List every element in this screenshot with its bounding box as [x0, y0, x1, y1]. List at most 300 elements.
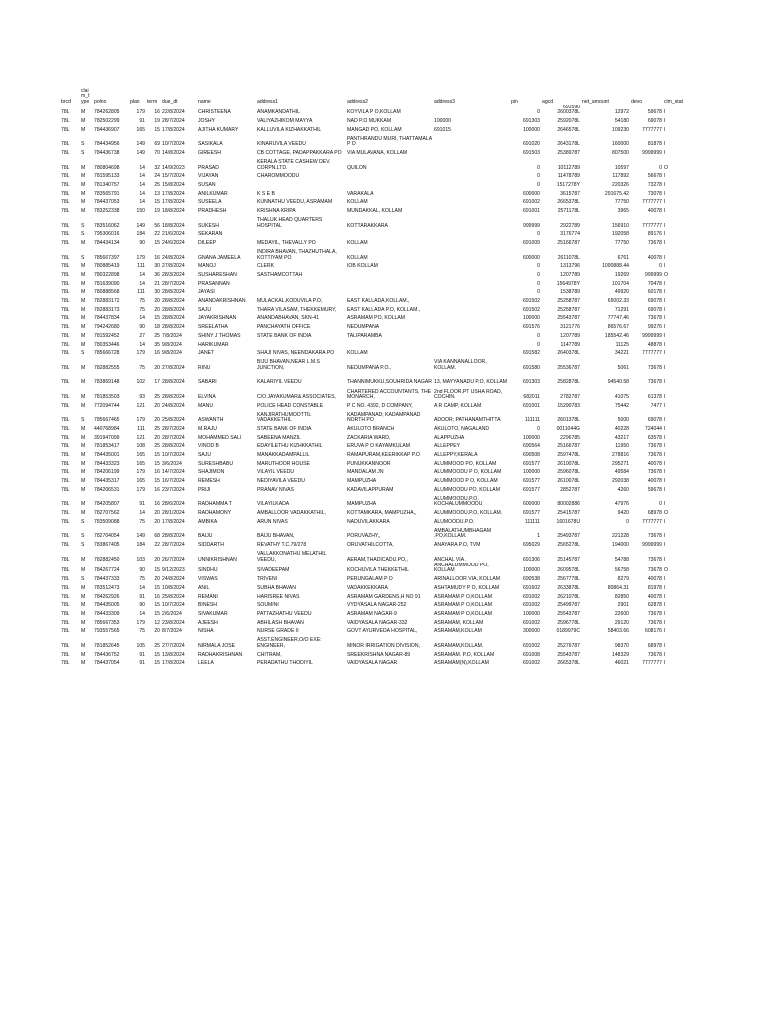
- cell-address1[interactable]: VILAYILKADA: [257, 501, 290, 508]
- cell-term[interactable]: 25: [154, 425, 160, 432]
- cell-name[interactable]: JOSHY: [198, 118, 215, 125]
- cell-address2[interactable]: KOTTARAKKARA: [347, 222, 388, 229]
- cell-term[interactable]: 13: [154, 190, 160, 197]
- cell-net-amount[interactable]: 807500: [612, 150, 629, 157]
- cell-pin[interactable]: 100000: [523, 315, 540, 322]
- cell-address2[interactable]: GOVT AYURVEDA HOSPITAL,: [347, 628, 418, 635]
- cell-name[interactable]: AJITHA KUMARY: [198, 126, 239, 133]
- cell-due-date[interactable]: 15/8/2024: [162, 182, 185, 189]
- cell-polno[interactable]: 780888568: [94, 289, 120, 296]
- cell-name[interactable]: CHRISTEENA: [198, 109, 231, 116]
- cell-address2[interactable]: CHARTERED ACCOUNTANTS, THE MONARCH,: [347, 388, 432, 400]
- cell-claim-type[interactable]: M: [81, 263, 86, 270]
- cell-plan[interactable]: 14: [139, 341, 145, 348]
- cell-agcd[interactable]: 2640378L: [557, 350, 580, 357]
- cell-due-date[interactable]: 14/7/2024: [162, 469, 185, 476]
- cell-name[interactable]: PRIJI: [198, 486, 211, 493]
- cell-term[interactable]: 25: [154, 394, 160, 400]
- cell-brcd[interactable]: 78L: [61, 452, 70, 459]
- cell-devo[interactable]: 7777777: [642, 222, 662, 229]
- cell-due-date[interactable]: 28/8/2024: [162, 394, 185, 400]
- cell-claim-status[interactable]: I: [664, 306, 666, 313]
- cell-plan[interactable]: 165: [136, 478, 145, 485]
- cell-pin[interactable]: 600000: [523, 190, 540, 197]
- cell-agcd[interactable]: 25543787: [557, 610, 580, 617]
- cell-agcd[interactable]: 25493787: [557, 533, 580, 540]
- cell-net-amount[interactable]: 1090888.44: [602, 263, 629, 270]
- cell-name[interactable]: SAJU: [198, 452, 212, 459]
- cell-pin[interactable]: 0: [537, 425, 540, 432]
- cell-due-date[interactable]: 28/7/2024: [162, 280, 185, 287]
- cell-claim-type[interactable]: M: [81, 593, 86, 600]
- cell-address2[interactable]: KOYVILA P O,KOLLAM: [347, 109, 401, 116]
- cell-address3[interactable]: 100000: [434, 118, 451, 125]
- cell-polno[interactable]: 772094744: [94, 402, 120, 409]
- cell-devo[interactable]: 59678: [647, 109, 662, 116]
- cell-name[interactable]: ANILKUMAR: [198, 190, 228, 197]
- cell-polno[interactable]: 780885419: [94, 263, 120, 270]
- cell-brcd[interactable]: 78L: [61, 263, 70, 270]
- cell-address1[interactable]: THALUK HEAD QUARTERS HOSPITAL: [257, 217, 323, 229]
- cell-pin[interactable]: 691303: [523, 118, 540, 125]
- cell-pin[interactable]: 0: [537, 272, 540, 279]
- cell-devo[interactable]: 999999: [645, 272, 662, 279]
- cell-term[interactable]: 20: [154, 628, 160, 635]
- cell-brcd[interactable]: 78L: [61, 208, 70, 215]
- cell-term[interactable]: 16: [154, 501, 160, 508]
- table-row[interactable]: [60, 238, 705, 247]
- table-row[interactable]: [60, 626, 705, 635]
- cell-address2[interactable]: VYDYASALA NAGAR-252: [347, 602, 407, 609]
- cell-pin[interactable]: 691580: [523, 364, 540, 371]
- cell-polno[interactable]: 781340757: [94, 182, 120, 189]
- cell-plan[interactable]: 14: [139, 182, 145, 189]
- table-row[interactable]: [60, 467, 705, 476]
- cell-claim-type[interactable]: M: [81, 602, 86, 609]
- cell-address1[interactable]: CHAROMMOODU: [257, 173, 300, 180]
- cell-term[interactable]: 15: [154, 610, 160, 617]
- cell-address3[interactable]: ASRAMAM,KOLLAM.: [434, 642, 484, 649]
- table-row[interactable]: [60, 371, 705, 386]
- cell-address2[interactable]: ERUVA P O KAYAMKULAM: [347, 443, 411, 450]
- cell-term[interactable]: 12: [154, 619, 160, 626]
- cell-devo[interactable]: 7777777: [642, 518, 662, 525]
- cell-pin[interactable]: 0: [537, 289, 540, 296]
- cell-name[interactable]: GNANA JAMEELA: [198, 254, 241, 261]
- cell-agcd[interactable]: 25166787: [557, 240, 580, 247]
- cell-address2[interactable]: KOLLAM: [347, 350, 368, 357]
- cell-plan[interactable]: 90: [139, 567, 145, 574]
- cell-polno[interactable]: 784267724: [94, 567, 120, 574]
- cell-polno[interactable]: 785667397: [94, 254, 120, 261]
- cell-pin[interactable]: 0: [537, 341, 540, 348]
- cell-brcd[interactable]: 78L: [61, 443, 70, 450]
- cell-name[interactable]: VISWAS: [198, 576, 218, 583]
- cell-address3[interactable]: [433, 296, 510, 305]
- cell-claim-status[interactable]: I: [664, 126, 666, 133]
- cell-pin[interactable]: 691002: [523, 619, 540, 626]
- cell-address3[interactable]: ASHTAMUDY P O, KOLLAM: [434, 584, 500, 591]
- cell-devo[interactable]: 69078: [647, 306, 662, 313]
- cell-net-amount[interactable]: 10597: [614, 164, 629, 171]
- column-header-claim-type[interactable]: clai m_t ype: [81, 87, 90, 105]
- cell-devo[interactable]: 40078: [647, 254, 662, 261]
- cell-brcd[interactable]: 78L: [61, 619, 70, 626]
- cell-agcd[interactable]: 2643178L: [557, 141, 580, 148]
- cell-due-date[interactable]: 23/8/2024: [162, 619, 185, 626]
- cell-address1[interactable]: ASST.ENGINEER,O/O EXE: ENGINEER,: [257, 637, 322, 649]
- cell-due-date[interactable]: 28/7/2024: [162, 425, 185, 432]
- cell-term[interactable]: 16: [154, 109, 160, 116]
- cell-address3[interactable]: [433, 180, 510, 189]
- cell-agcd[interactable]: 2610078L: [557, 478, 580, 485]
- cell-polno[interactable]: 784262805: [94, 109, 120, 116]
- cell-term[interactable]: 32: [154, 164, 160, 171]
- cell-agcd[interactable]: 25543787: [557, 315, 580, 322]
- cell-address2[interactable]: AKULOTO BRANCH: [347, 425, 395, 432]
- cell-agcd[interactable]: 0011044G: [556, 425, 580, 432]
- cell-address3[interactable]: ALLEPPEY: [434, 443, 461, 450]
- cell-claim-type[interactable]: M: [81, 182, 86, 189]
- cell-term[interactable]: 25: [154, 332, 160, 339]
- cell-address1[interactable]: MULACKAL,KODUVILA P.O,: [257, 298, 323, 305]
- cell-net-amount[interactable]: 49920: [614, 289, 629, 296]
- cell-address1[interactable]: ANAMKANDATHIL: [257, 109, 300, 116]
- cell-brcd[interactable]: 78L: [61, 141, 70, 148]
- cell-devo[interactable]: 73678: [647, 379, 662, 386]
- cell-devo[interactable]: 7777777: [642, 660, 662, 667]
- cell-due-date[interactable]: 28/8/2024: [162, 379, 185, 386]
- cell-address2[interactable]: PORUVAZHY,,: [347, 533, 381, 540]
- cell-address3[interactable]: [433, 133, 510, 148]
- cell-plan[interactable]: 179: [136, 109, 145, 116]
- cell-term[interactable]: 30: [154, 263, 160, 270]
- table-row[interactable]: [60, 105, 705, 116]
- cell-address1[interactable]: ABHILASH BHAVAN: [257, 619, 304, 626]
- cell-polno[interactable]: 780322898: [94, 272, 120, 279]
- cell-claim-status[interactable]: I: [664, 280, 666, 287]
- cell-address2[interactable]: QUILON: [347, 164, 367, 171]
- cell-devo[interactable]: 81878: [647, 141, 662, 148]
- cell-pin[interactable]: 691002: [523, 199, 540, 206]
- cell-net-amount[interactable]: 0: [626, 518, 629, 525]
- cell-address2[interactable]: VAIDYASALA NAGAR: [347, 660, 398, 667]
- cell-pin[interactable]: 691002: [523, 642, 540, 649]
- cell-name[interactable]: MANOJ: [198, 263, 216, 270]
- cell-address1[interactable]: KINARUVILA VEEDU: [257, 141, 306, 148]
- cell-plan[interactable]: 121: [136, 402, 145, 409]
- cell-agcd[interactable]: 2610078L: [557, 460, 580, 467]
- cell-claim-status[interactable]: I: [664, 173, 666, 180]
- cell-due-date[interactable]: 18/8/2024: [162, 222, 185, 229]
- cell-polno[interactable]: 784434134: [94, 240, 120, 247]
- cell-term[interactable]: 15: [154, 602, 160, 609]
- cell-claim-status[interactable]: O: [664, 510, 668, 517]
- table-row[interactable]: [60, 386, 705, 401]
- cell-term[interactable]: 24: [154, 173, 160, 180]
- cell-name[interactable]: VINOD B: [198, 443, 219, 450]
- cell-term[interactable]: 56: [154, 222, 160, 229]
- cell-brcd[interactable]: 78L: [61, 460, 70, 467]
- cell-agcd[interactable]: 25258787: [557, 298, 580, 305]
- cell-claim-status[interactable]: I: [664, 651, 666, 658]
- cell-brcd[interactable]: 78L: [61, 173, 70, 180]
- cell-name[interactable]: SASIKALA: [198, 141, 223, 148]
- table-row[interactable]: [60, 261, 705, 270]
- table-row[interactable]: [60, 229, 705, 238]
- cell-address3[interactable]: ASRAMAM(N),KOLLAM: [434, 660, 489, 667]
- cell-pin[interactable]: 0: [537, 164, 540, 171]
- cell-devo[interactable]: 68978: [647, 510, 662, 517]
- column-header-agcd[interactable]: agcd: [542, 98, 554, 105]
- cell-brcd[interactable]: 78L: [61, 642, 70, 649]
- cell-plan[interactable]: 75: [139, 576, 145, 583]
- cell-devo[interactable]: 73678: [647, 315, 662, 322]
- cell-claim-status[interactable]: I: [664, 460, 666, 467]
- table-row[interactable]: [60, 278, 705, 287]
- cell-pin[interactable]: 300000: [523, 628, 540, 635]
- cell-net-amount[interactable]: 11125: [615, 341, 629, 348]
- table-row[interactable]: [60, 188, 705, 197]
- cell-polno[interactable]: 781639090: [94, 280, 120, 287]
- cell-plan[interactable]: 14: [139, 584, 145, 591]
- cell-address1[interactable]: SABEENA MANZIL: [257, 434, 301, 441]
- cell-polno[interactable]: 783252338: [94, 208, 120, 215]
- cell-due-date[interactable]: 10/7/2024: [162, 141, 185, 148]
- cell-address2[interactable]: IOB KOLLAM: [347, 263, 378, 270]
- cell-address3[interactable]: ASRAMAM,KOLLAM: [434, 628, 482, 635]
- cell-pin[interactable]: 691577: [523, 478, 540, 485]
- cell-net-amount[interactable]: 109230: [612, 126, 629, 133]
- table-row[interactable]: [60, 296, 705, 305]
- cell-brcd[interactable]: 78L: [61, 501, 70, 508]
- cell-brcd[interactable]: 78L: [61, 651, 70, 658]
- cell-name[interactable]: RINU: [198, 364, 211, 371]
- cell-name[interactable]: AJEESH: [198, 619, 218, 626]
- column-header-plan[interactable]: plan: [130, 98, 140, 105]
- cell-devo[interactable]: 40078: [647, 478, 662, 485]
- cell-address2[interactable]: MINOR IRRIGATION DIVISION,: [347, 642, 420, 649]
- cell-devo[interactable]: 61378: [647, 394, 662, 400]
- cell-name[interactable]: RADHAKRISHNAN: [198, 651, 243, 658]
- cell-polno[interactable]: 782882450: [94, 556, 120, 563]
- column-header-address1[interactable]: address1: [257, 98, 278, 105]
- cell-pin[interactable]: 691008: [523, 651, 540, 658]
- cell-polno[interactable]: 783509088: [94, 518, 120, 525]
- table-row[interactable]: [60, 348, 705, 357]
- cell-address2[interactable]: MANGAD PO, KOLLAM: [347, 126, 402, 133]
- cell-brcd[interactable]: 78L: [61, 628, 70, 635]
- cell-due-date[interactable]: 28/1/2024: [162, 510, 185, 517]
- cell-address1[interactable]: STATE BANK OF INDIA: [257, 425, 312, 432]
- cell-brcd[interactable]: 78L: [61, 425, 70, 432]
- cell-claim-type[interactable]: M: [81, 469, 86, 476]
- cell-pin[interactable]: 691582: [523, 350, 540, 357]
- cell-address2[interactable]: MAMPUZHA: [347, 478, 377, 485]
- cell-pin[interactable]: 600000: [523, 254, 540, 261]
- cell-net-amount[interactable]: 291675.42: [604, 190, 629, 197]
- cell-name[interactable]: REMESH: [198, 478, 220, 485]
- cell-agcd[interactable]: 2609578L: [557, 567, 580, 574]
- cell-devo[interactable]: 60178: [647, 289, 662, 296]
- cell-net-amount[interactable]: 43217: [614, 434, 629, 441]
- cell-term[interactable]: 15: [154, 452, 160, 459]
- cell-claim-status[interactable]: I: [664, 619, 666, 626]
- cell-address2[interactable]: [346, 339, 433, 348]
- cell-name[interactable]: DILEEP: [198, 240, 217, 247]
- cell-agcd[interactable]: 2782787: [560, 394, 580, 400]
- cell-claim-type[interactable]: M: [81, 199, 86, 206]
- cell-polno[interactable]: 780804698: [94, 164, 120, 171]
- cell-brcd[interactable]: 78L: [61, 280, 70, 287]
- cell-agcd[interactable]: 25276787: [557, 642, 580, 649]
- cell-pin[interactable]: 691002: [523, 660, 540, 667]
- cell-claim-status[interactable]: I: [664, 628, 666, 635]
- cell-address1[interactable]: BIJU BHAVAN,NEAR L.M.S JUNCTION,: [257, 359, 320, 371]
- cell-claim-type[interactable]: M: [81, 556, 86, 563]
- cell-plan[interactable]: 90: [139, 324, 145, 331]
- cell-address2[interactable]: ASRAMAM PO, KOLLAM: [347, 315, 406, 322]
- cell-term[interactable]: 20: [154, 402, 160, 409]
- cell-name[interactable]: SIDDARTH: [198, 542, 224, 549]
- cell-polno[interactable]: 784437054: [94, 660, 120, 667]
- cell-address1[interactable]: ARUN NIVAS: [257, 518, 288, 525]
- cell-due-date[interactable]: 28/8/2024: [162, 324, 185, 331]
- cell-net-amount[interactable]: 34221: [614, 350, 629, 357]
- table-row[interactable]: [60, 508, 705, 517]
- cell-net-amount[interactable]: 46021: [614, 660, 629, 667]
- cell-agcd[interactable]: 3121776: [560, 324, 580, 331]
- cell-devo[interactable]: 7777777: [642, 350, 662, 357]
- cell-brcd[interactable]: 78L: [61, 222, 70, 229]
- cell-address2[interactable]: ORUVATHILCOTTA,: [347, 542, 394, 549]
- table-row[interactable]: [60, 574, 705, 583]
- cell-agcd[interactable]: 25415787: [557, 510, 580, 517]
- cell-polno[interactable]: 784436907: [94, 126, 120, 133]
- cell-plan[interactable]: 165: [136, 126, 145, 133]
- cell-claim-status[interactable]: I: [664, 240, 666, 247]
- cell-devo[interactable]: 63578: [647, 434, 662, 441]
- cell-polno[interactable]: 784262926: [94, 593, 120, 600]
- cell-address3[interactable]: [433, 105, 510, 116]
- cell-claim-type[interactable]: M: [81, 272, 86, 279]
- cell-address2[interactable]: [346, 171, 433, 180]
- cell-net-amount[interactable]: 5000: [617, 417, 629, 424]
- cell-address3[interactable]: ADOOR; PATHANAMTHITTA: [434, 417, 501, 424]
- cell-due-date[interactable]: 7/8/2024: [162, 332, 182, 339]
- cell-net-amount[interactable]: 148329: [612, 651, 629, 658]
- cell-claim-status[interactable]: I: [664, 118, 666, 125]
- cell-pin[interactable]: 691502: [523, 306, 540, 313]
- cell-address3[interactable]: [433, 206, 510, 215]
- column-header-address2[interactable]: address2: [347, 98, 368, 105]
- table-row[interactable]: [60, 450, 705, 459]
- cell-address2[interactable]: RAMAPURAM,KEERIKKAP P.O: [347, 452, 420, 459]
- cell-term[interactable]: 25: [154, 182, 160, 189]
- cell-agcd[interactable]: 1207789: [560, 332, 580, 339]
- cell-due-date[interactable]: 9/12/2023: [162, 567, 185, 574]
- cell-address1[interactable]: KERALA STATE CASHEW DEV. CORPN.LTD.: [257, 159, 331, 171]
- cell-name[interactable]: JAYASI: [198, 289, 215, 296]
- cell-brcd[interactable]: 78L: [61, 584, 70, 591]
- cell-brcd[interactable]: 78L: [61, 182, 70, 189]
- cell-net-amount[interactable]: 2901: [617, 602, 629, 609]
- cell-plan[interactable]: 149: [136, 533, 145, 540]
- cell-term[interactable]: 15: [154, 460, 160, 467]
- cell-brcd[interactable]: 78L: [61, 126, 70, 133]
- cell-brcd[interactable]: 78L: [61, 324, 70, 331]
- cell-claim-type[interactable]: S: [81, 576, 85, 583]
- cell-net-amount[interactable]: 160000: [612, 141, 629, 148]
- cell-address1[interactable]: EDAYILETHU KIZHKKATHIL: [257, 443, 323, 450]
- cell-pin[interactable]: 0: [537, 280, 540, 287]
- cell-polno[interactable]: 782704054: [94, 533, 120, 540]
- cell-net-amount[interactable]: 71291: [614, 306, 629, 313]
- cell-address2[interactable]: KOTTAMKARA, MAMPUZHA,,: [347, 510, 417, 517]
- cell-due-date[interactable]: 28/8/2024: [162, 315, 185, 322]
- cell-address2[interactable]: MUNDAKKAL, KOLLAM: [347, 208, 403, 215]
- cell-name[interactable]: M.RAJU: [198, 425, 217, 432]
- cell-agcd[interactable]: 1601678U: [556, 518, 580, 525]
- cell-address2[interactable]: NEDUMPANA: [347, 324, 380, 331]
- cell-name[interactable]: PRADHESH: [198, 208, 227, 215]
- cell-plan[interactable]: 14: [139, 272, 145, 279]
- cell-net-amount[interactable]: 82850: [614, 593, 629, 600]
- cell-plan[interactable]: 91: [139, 651, 145, 658]
- cell-devo[interactable]: 40078: [647, 460, 662, 467]
- cell-devo[interactable]: 59678: [647, 486, 662, 493]
- cell-term[interactable]: 20: [154, 434, 160, 441]
- cell-pin[interactable]: 691009: [523, 240, 540, 247]
- cell-term[interactable]: 16: [154, 593, 160, 600]
- cell-agcd[interactable]: 25258787: [557, 306, 580, 313]
- cell-devo[interactable]: 73678: [647, 240, 662, 247]
- cell-address3[interactable]: ASRAMAM P O,KOLLAM: [434, 593, 492, 600]
- cell-address1[interactable]: [256, 229, 346, 238]
- cell-due-date[interactable]: 24/6/2024: [162, 240, 185, 247]
- cell-polno[interactable]: 793557565: [94, 628, 120, 635]
- cell-name[interactable]: PRASANNAN: [198, 280, 230, 287]
- cell-term[interactable]: 15: [154, 315, 160, 322]
- cell-term[interactable]: 15: [154, 199, 160, 206]
- cell-net-amount[interactable]: 98370: [614, 642, 629, 649]
- cell-net-amount[interactable]: 47976: [614, 501, 629, 508]
- cell-claim-status[interactable]: O: [664, 272, 668, 279]
- table-row[interactable]: [60, 583, 705, 592]
- cell-name[interactable]: SINDHU: [198, 567, 218, 574]
- cell-claim-status[interactable]: I: [664, 425, 666, 432]
- table-row[interactable]: [60, 635, 705, 650]
- cell-address1[interactable]: PANCHAYATH OFFICE: [257, 324, 311, 331]
- cell-devo[interactable]: 73678: [647, 610, 662, 617]
- cell-name[interactable]: SREELATHA: [198, 324, 228, 331]
- cell-brcd[interactable]: 78L: [61, 478, 70, 485]
- cell-address2[interactable]: KOCHUVILA THEKKETHIL: [347, 567, 409, 574]
- cell-agcd[interactable]: 25499787: [557, 602, 580, 609]
- cell-address2[interactable]: EAST KALLADA,KOLLAM.,: [347, 298, 410, 305]
- cell-plan[interactable]: 149: [136, 222, 145, 229]
- cell-claim-type[interactable]: M: [81, 651, 86, 658]
- cell-brcd[interactable]: 78L: [61, 254, 70, 261]
- cell-agcd[interactable]: 2596778L: [557, 619, 580, 626]
- cell-agcd[interactable]: 2296785: [560, 434, 580, 441]
- cell-term[interactable]: 20: [154, 298, 160, 305]
- cell-due-date[interactable]: 22/8/2024: [162, 109, 185, 116]
- cell-claim-status[interactable]: I: [664, 576, 666, 583]
- cell-claim-type[interactable]: M: [81, 109, 86, 116]
- cell-name[interactable]: HARIKUMAR: [198, 341, 229, 348]
- cell-term[interactable]: 30: [154, 289, 160, 296]
